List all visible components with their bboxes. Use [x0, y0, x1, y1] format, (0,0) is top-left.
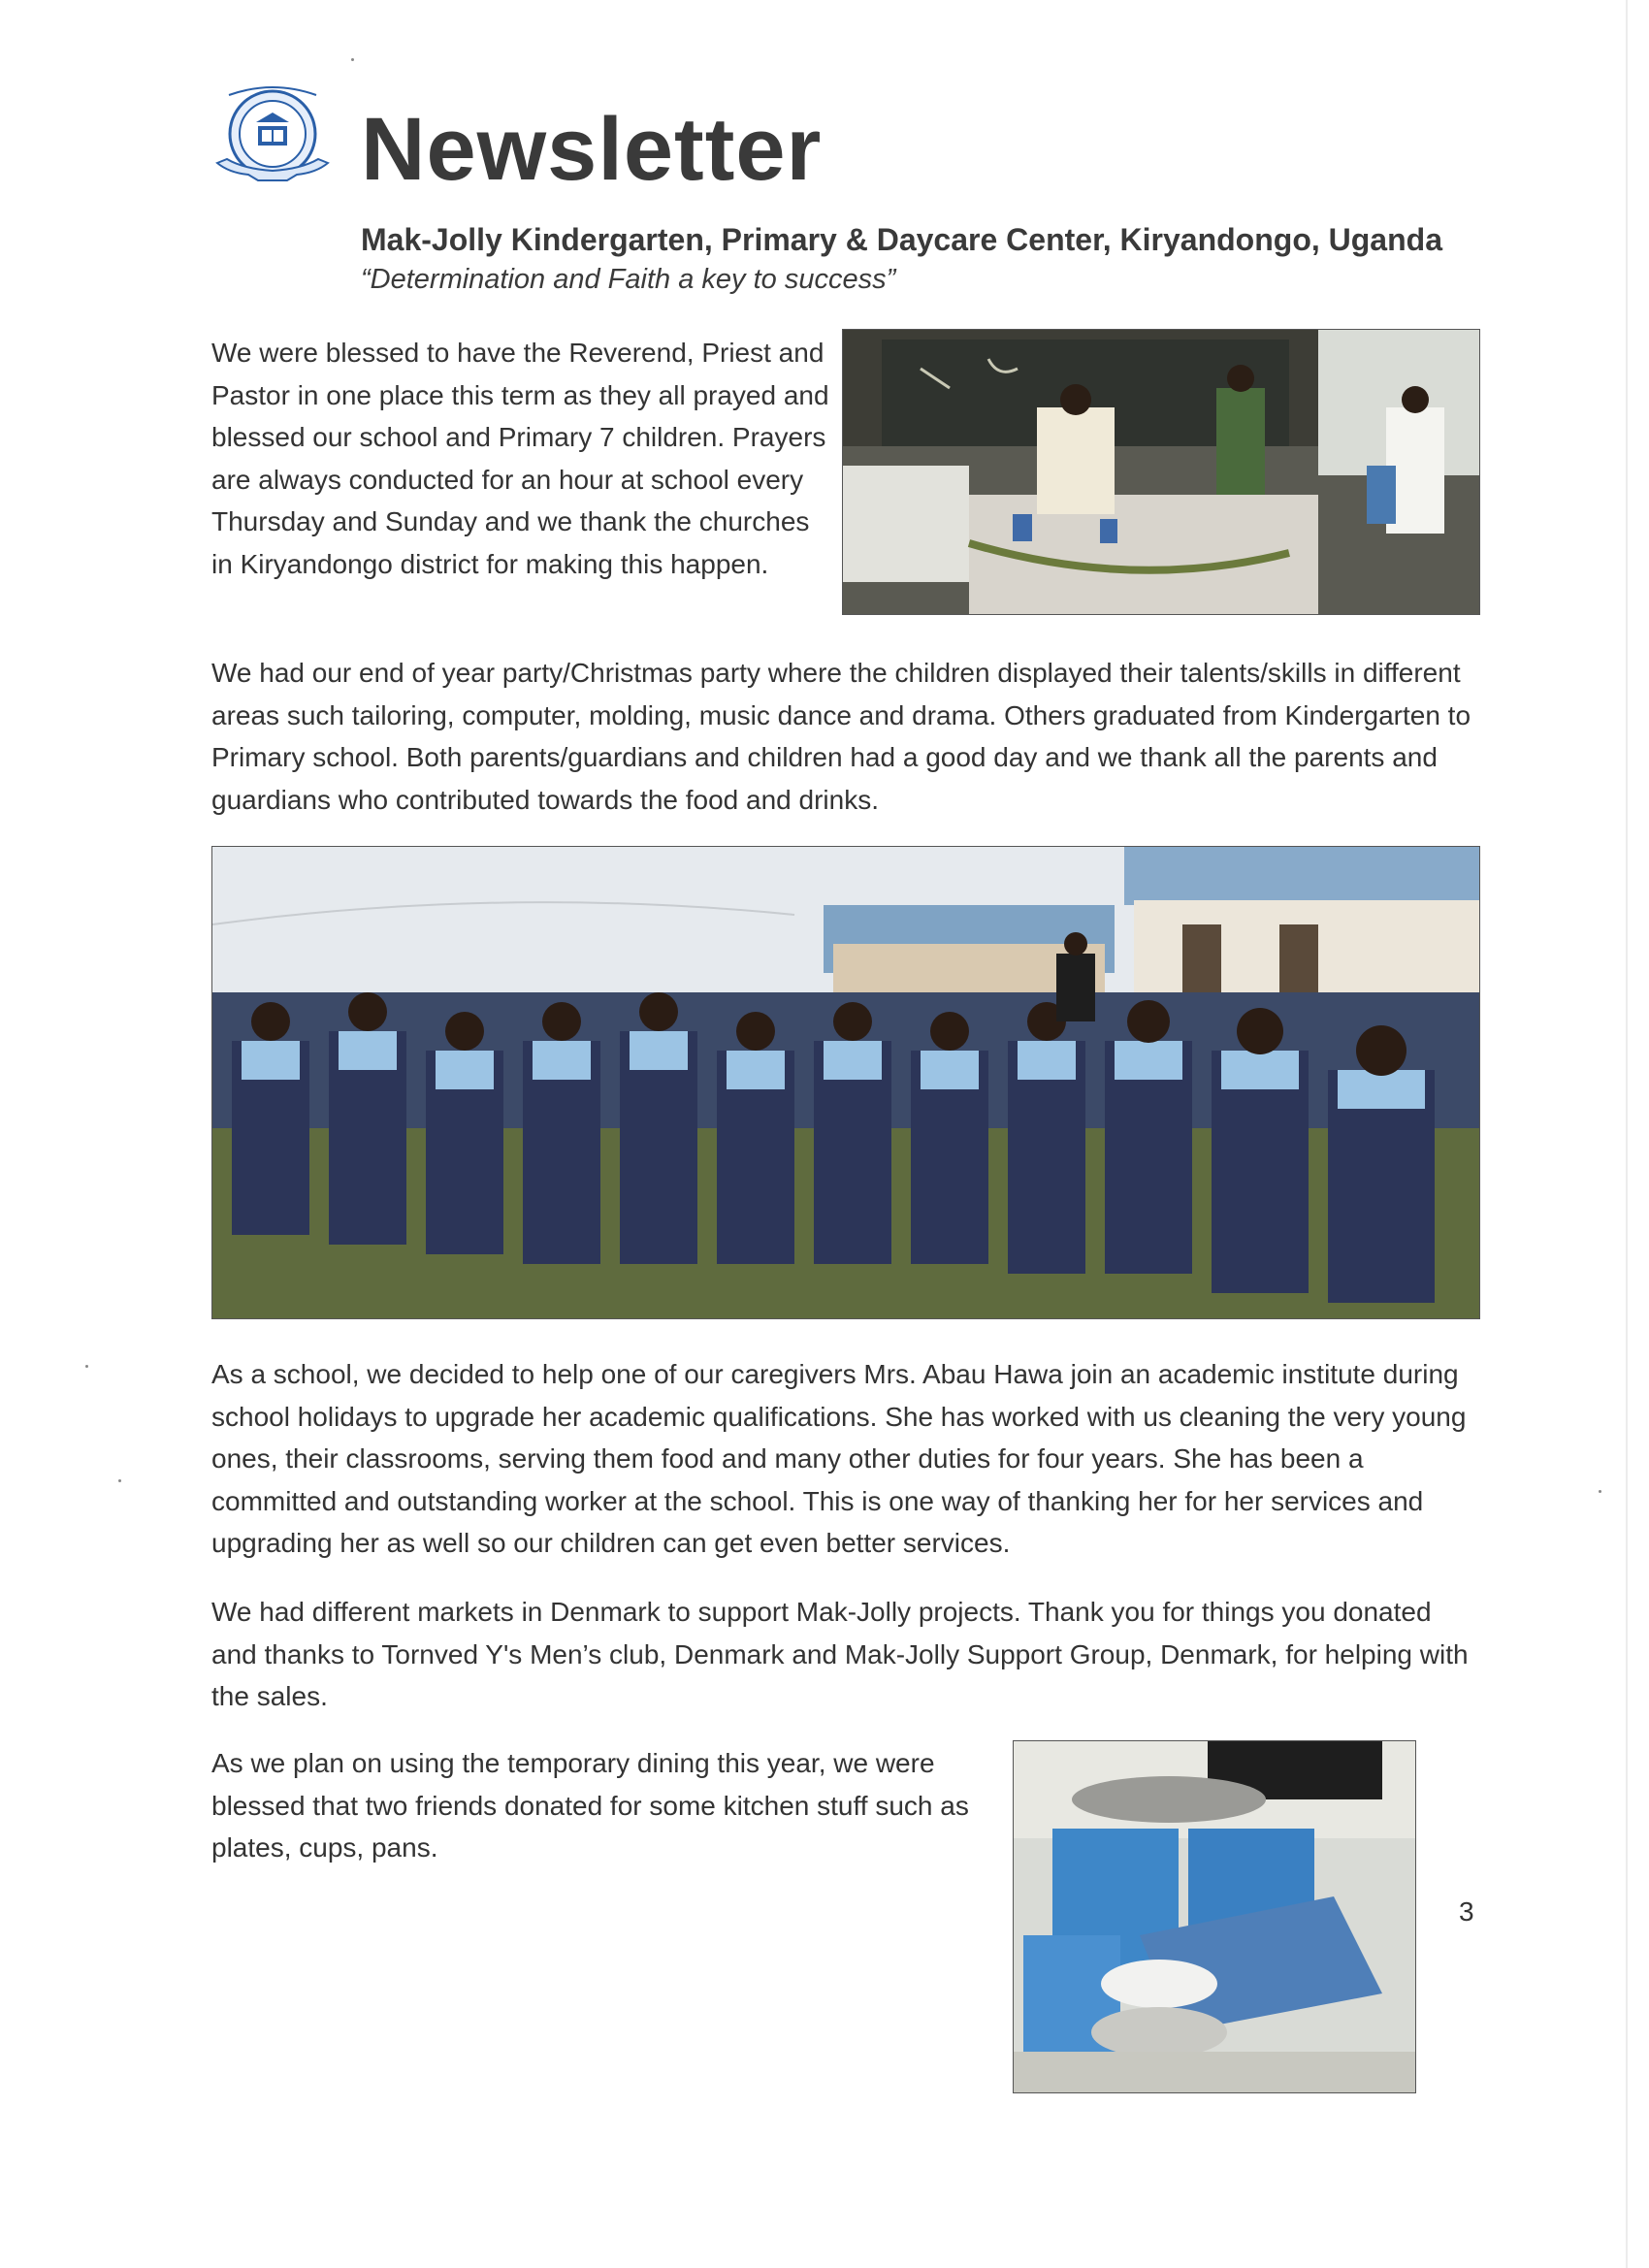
- scan-speck: [1599, 1490, 1601, 1493]
- scan-speck: [85, 1365, 88, 1368]
- paragraph-caregiver: As a school, we decided to help one of our caregivers Mrs. Abau Hawa join an academic institute during school holidays to upgrade her academic qualifications. She has worked with us cleaning the very young ones, their classrooms, serving them food and many other duties for four years. She has been a committed and outstanding worker at the school. This is one way of thanking her for her services and upgrading her as well so our children can get even better services.: [211, 1359, 1467, 1558]
- school-logo: [210, 83, 336, 190]
- photo-kitchen-supplies: [1013, 1740, 1416, 2093]
- page-number: 3: [1459, 1896, 1474, 1927]
- photo-prayer-service: [842, 329, 1480, 615]
- school-motto: “Determination and Faith a key to success”: [361, 264, 896, 295]
- paragraph-christmas-party: We had our end of year party/Christmas party where the children displayed their talents/skills in different areas such tailoring, computer, molding, music dance and drama. Others graduated from Kindergarten to Primary school. Both parents/guardians and children had a good day and we thank all the parents and guardians who contributed towards the food and drinks.: [211, 658, 1471, 815]
- scan-speck: [118, 1479, 121, 1482]
- paragraph-kitchen-donation: As we plan on using the temporary dining this year, we were blessed that two friends donated for some kitchen stuff such as plates, cups, pans.: [211, 1748, 969, 1863]
- paragraph-denmark-markets: We had different markets in Denmark to support Mak-Jolly projects. Thank you for things you donated and thanks to Tornved Y's Men’s club, Denmark and Mak-Jolly Support Group, Denmark, for helping with the sales.: [211, 1597, 1469, 1711]
- page-title: Newsletter: [361, 100, 823, 199]
- scan-edge: [1626, 0, 1628, 2268]
- paragraph-blessing: We were blessed to have the Reverend, Priest and Pastor in one place this term as they all prayed and blessed our school and Primary 7 children. Prayers are always conducted for an hour at school every Thursday and Sunday and we thank the churches in Kiryandongo district for making this happen.: [211, 338, 829, 579]
- scan-speck: [351, 58, 354, 61]
- photo-children-party: [211, 846, 1480, 1319]
- school-name: Mak-Jolly Kindergarten, Primary & Daycare Center, Kiryandongo, Uganda: [361, 222, 1442, 257]
